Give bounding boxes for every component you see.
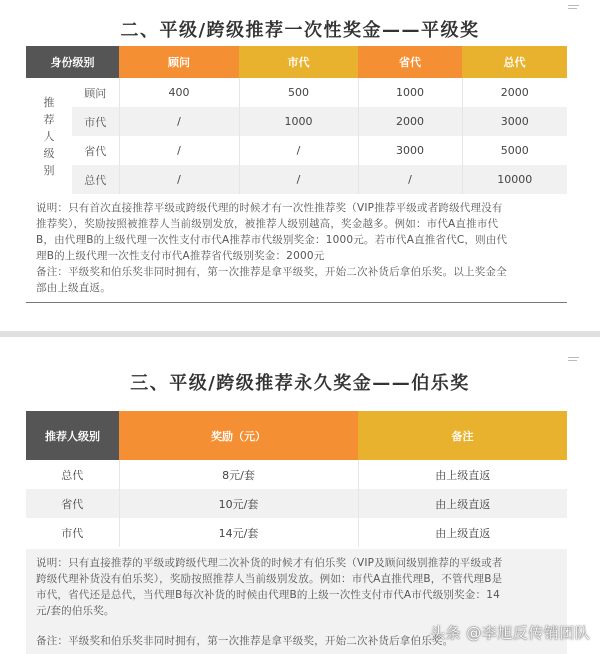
cell: /	[119, 107, 239, 136]
cell: 10000	[462, 165, 567, 194]
flat-bonus-table	[26, 46, 567, 194]
table-row	[26, 489, 567, 518]
menu-icon[interactable]	[568, 357, 579, 362]
cell: /	[358, 165, 462, 194]
table-row	[26, 165, 567, 194]
cell: 5000	[500, 144, 529, 157]
cell: 2000	[500, 86, 529, 99]
cell-remark: 由上级直返	[358, 489, 567, 518]
menu-icon[interactable]	[568, 5, 579, 10]
cell: 1000	[358, 78, 462, 107]
table-row	[26, 136, 567, 165]
note-line: 说明：只有首次直接推荐平级或跨级代理的时候才有一次性推荐奖（VIP推荐平级或者跨级代理没有	[36, 202, 503, 214]
table-row	[26, 107, 567, 136]
col-header-general: 总代	[462, 46, 567, 78]
col-header-province: 省代	[358, 46, 462, 78]
row-level: 省代	[72, 136, 119, 165]
cell-reward: 10元/套	[119, 489, 358, 518]
cell: 2000	[358, 107, 462, 136]
note-line: 说明：只有直接推荐的平级或跨级代理二次补货的时候才有伯乐奖（VIP及顾问级别推荐的平级或者	[36, 557, 503, 569]
row-level: 总代	[72, 165, 119, 194]
note-line: 元/套的伯乐奖。	[36, 605, 115, 617]
table-row	[26, 78, 567, 107]
note-line: 推荐奖），奖励按照被推荐人当前级别发放，被推荐人级别越高，奖金越多。例如：市代A直推市代	[36, 218, 499, 230]
bole-bonus-table	[26, 411, 567, 547]
cell-level: 市代	[26, 518, 119, 547]
row-group-label: 推 荐 人 级 别	[26, 78, 72, 194]
corner-header: 身份级别	[26, 46, 119, 78]
cell: 3000	[462, 107, 567, 136]
cell: /	[239, 165, 358, 194]
note-line: 理B的上级代理一次性支付市代A推荐省代级别奖金：2000元	[36, 250, 325, 262]
col-header-referrer-level: 推荐人级别	[26, 411, 119, 460]
col-header-city: 市代	[239, 46, 358, 78]
cell: 3000	[358, 136, 462, 165]
cell: 1000	[239, 107, 358, 136]
note-line: B，由代理B的上级代理一次性支付市代A推荐市代级别奖金：1000元。若市代A直推省代C，则由代	[36, 234, 508, 246]
section-title-flat-bonus: 二、平级/跨级推荐一次性奖金——平级奖	[120, 20, 480, 41]
col-header-consultant: 顾问	[119, 46, 239, 78]
table-row	[26, 518, 567, 547]
col-header-reward: 奖励（元）	[119, 411, 358, 460]
cell: /	[119, 165, 239, 194]
section-title-bole-bonus: 三、平级/跨级推荐永久奖金——伯乐奖	[130, 373, 470, 394]
section-separator	[0, 331, 600, 337]
cell-reward: 14元/套	[119, 518, 358, 547]
divider	[26, 302, 567, 303]
cell-reward: 8元/套	[119, 460, 358, 489]
cell: /	[239, 136, 358, 165]
cell: /	[119, 136, 239, 165]
col-header-remark: 备注	[358, 411, 567, 460]
cell-level: 总代	[26, 460, 119, 489]
remark-line: 备注：平级奖和伯乐奖非同时拥有，第一次推荐是拿平级奖，开始二次补货后拿伯乐奖。	[36, 635, 454, 647]
cell-remark: 由上级直返	[435, 526, 491, 540]
note-line: 部由上级直返。	[36, 282, 111, 294]
note-line: 备注：平级奖和伯乐奖非同时拥有，第一次推荐是拿平级奖，开始二次补货后拿伯乐奖。以上奖金全	[36, 266, 507, 278]
cell: 500	[239, 78, 358, 107]
flat-bonus-note	[36, 200, 566, 296]
note-line: 跨级代理补货没有伯乐奖），奖励按照推荐人当前级别发放。例如：市代A直推代理B，不管代理B是	[36, 573, 503, 585]
row-level: 顾问	[72, 78, 119, 107]
note-line: 市代，省代还是总代，当代理B每次补货的时候由代理B的上级一次性支付市代A市代级别奖金：14	[36, 589, 500, 601]
cell-remark: 由上级直返	[435, 468, 491, 482]
row-level: 市代	[72, 107, 119, 136]
cell-level: 省代	[26, 489, 119, 518]
table-row	[26, 460, 567, 489]
cell: 400	[119, 78, 239, 107]
watermark: 头条 @李旭反传销团队	[430, 624, 591, 642]
